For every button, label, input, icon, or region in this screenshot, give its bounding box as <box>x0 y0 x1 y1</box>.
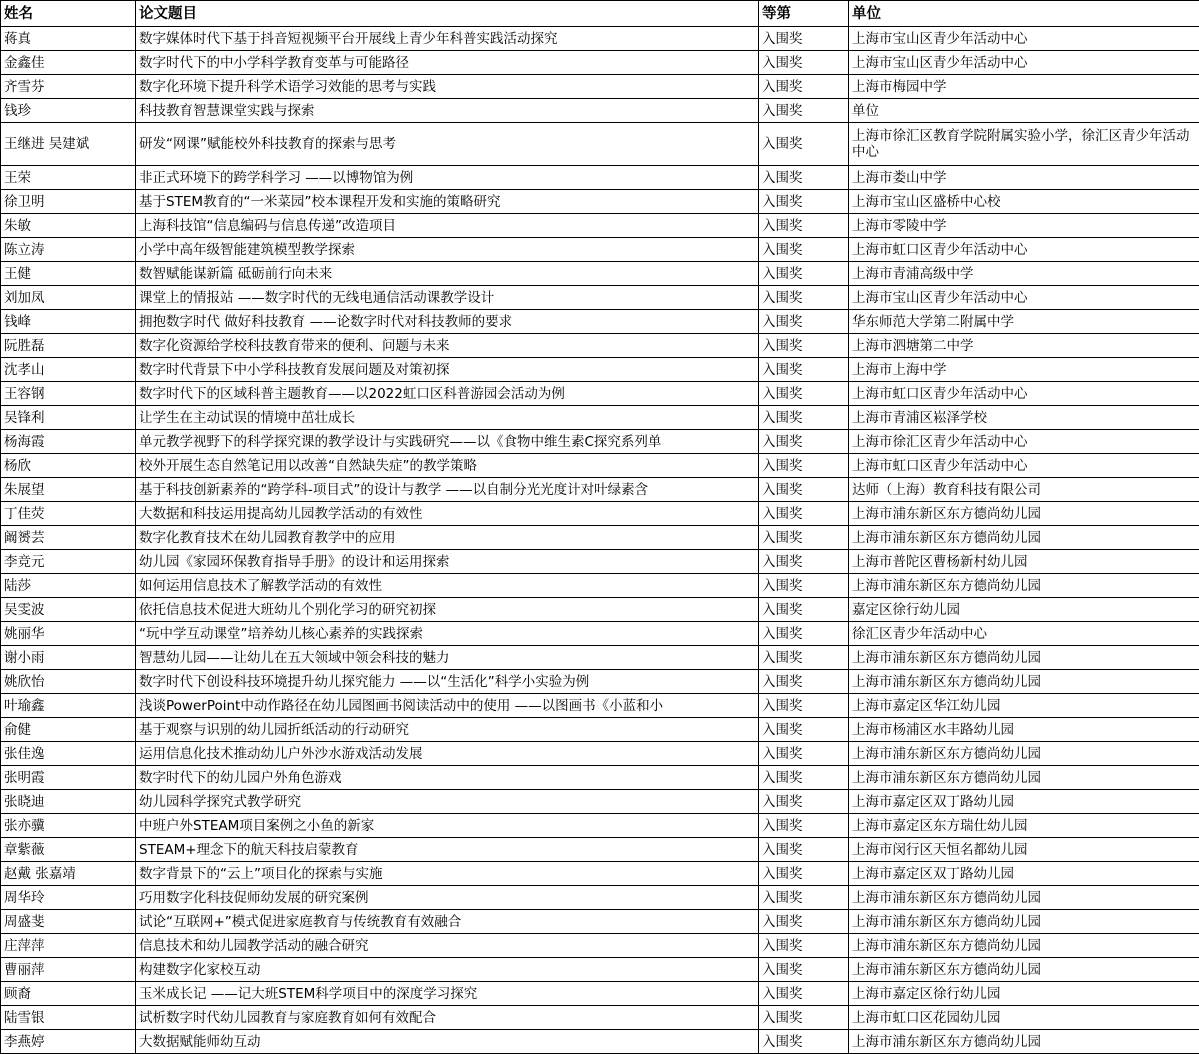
cell-unit: 上海市青浦高级中学 <box>849 262 1199 286</box>
cell-name: 叶瑜鑫 <box>1 694 136 718</box>
cell-title: 上海科技馆“信息编码与信息传递”改造项目 <box>136 214 759 238</box>
cell-name: 沈孝山 <box>1 358 136 382</box>
cell-grade: 入围奖 <box>759 502 849 526</box>
cell-name: 丁佳荧 <box>1 502 136 526</box>
cell-title: 数字时代下的区域科普主题教育——以2022虹口区科普游园会活动为例 <box>136 382 759 406</box>
cell-unit: 上海市浦东新区东方德尚幼儿园 <box>849 646 1199 670</box>
cell-title: 试论“互联网+”模式促进家庭教育与传统教育有效融合 <box>136 910 759 934</box>
cell-name: 阮胜磊 <box>1 334 136 358</box>
cell-grade: 入围奖 <box>759 670 849 694</box>
cell-unit: 上海市嘉定区徐行幼儿园 <box>849 982 1199 1006</box>
table-row <box>1 502 1199 526</box>
table-row <box>1 670 1199 694</box>
cell-grade: 入围奖 <box>759 574 849 598</box>
cell-title: 数字时代下的中小学科学教育变革与可能路径 <box>136 51 759 75</box>
table-row <box>1 718 1199 742</box>
table-row <box>1 526 1199 550</box>
cell-title: 玉米成长记 ——记大班STEM科学项目中的深度学习探究 <box>136 982 759 1006</box>
cell-grade: 入围奖 <box>759 51 849 75</box>
cell-name: 钱珍 <box>1 99 136 123</box>
table-row <box>1 430 1199 454</box>
cell-grade: 入围奖 <box>759 382 849 406</box>
table-row <box>1 238 1199 262</box>
cell-title: 让学生在主动试误的情境中茁壮成长 <box>136 406 759 430</box>
cell-title: 幼儿园科学探究式教学研究 <box>136 790 759 814</box>
table-row <box>1 27 1199 51</box>
cell-name: 曹丽萍 <box>1 958 136 982</box>
cell-unit: 上海市虹口区青少年活动中心 <box>849 238 1199 262</box>
cell-title: 大数据赋能师幼互动 <box>136 1030 759 1054</box>
cell-name: 李燕婷 <box>1 1030 136 1054</box>
cell-title: 数字化环境下提升科学术语学习效能的思考与实践 <box>136 75 759 99</box>
table-row <box>1 694 1199 718</box>
cell-name: 吴锋利 <box>1 406 136 430</box>
cell-unit: 上海市上海中学 <box>849 358 1199 382</box>
table-row <box>1 123 1199 166</box>
cell-unit: 上海市宝山区青少年活动中心 <box>849 27 1199 51</box>
cell-grade: 入围奖 <box>759 598 849 622</box>
cell-grade: 入围奖 <box>759 190 849 214</box>
cell-name: 张亦骥 <box>1 814 136 838</box>
cell-name: 赵戴 张嘉靖 <box>1 862 136 886</box>
cell-name: 张明霞 <box>1 766 136 790</box>
cell-title: 依托信息技术促进大班幼儿个别化学习的研究初探 <box>136 598 759 622</box>
cell-title: 校外开展生态自然笔记用以改善“自然缺失症”的教学策略 <box>136 454 759 478</box>
table-row <box>1 790 1199 814</box>
cell-unit: 上海市娄山中学 <box>849 166 1199 190</box>
cell-name: 朱敏 <box>1 214 136 238</box>
cell-name: 吴雯波 <box>1 598 136 622</box>
cell-title: 幼儿园《家园环保教育指导手册》的设计和运用探索 <box>136 550 759 574</box>
cell-name: 王荣 <box>1 166 136 190</box>
cell-grade: 入围奖 <box>759 958 849 982</box>
cell-title: 信息技术和幼儿园教学活动的融合研究 <box>136 934 759 958</box>
cell-unit: 上海市浦东新区东方德尚幼儿园 <box>849 526 1199 550</box>
cell-unit: 上海市浦东新区东方德尚幼儿园 <box>849 766 1199 790</box>
cell-name: 姚欣怡 <box>1 670 136 694</box>
cell-name: 姚丽华 <box>1 622 136 646</box>
cell-grade: 入围奖 <box>759 286 849 310</box>
table-row <box>1 766 1199 790</box>
cell-grade: 入围奖 <box>759 454 849 478</box>
table-row <box>1 886 1199 910</box>
cell-unit: 上海市浦东新区东方德尚幼儿园 <box>849 1030 1199 1054</box>
header-name: 姓名 <box>1 1 136 27</box>
cell-unit: 上海市青浦区崧泽学校 <box>849 406 1199 430</box>
table-row <box>1 262 1199 286</box>
cell-title: 拥抱数字时代 做好科技教育 ——论数字时代对科技教师的要求 <box>136 310 759 334</box>
table-row <box>1 622 1199 646</box>
cell-grade: 入围奖 <box>759 742 849 766</box>
cell-title: STEAM+理念下的航天科技启蒙教育 <box>136 838 759 862</box>
cell-name: 谢小雨 <box>1 646 136 670</box>
table-row <box>1 382 1199 406</box>
table-row <box>1 838 1199 862</box>
cell-unit: 单位 <box>849 99 1199 123</box>
cell-grade: 入围奖 <box>759 718 849 742</box>
cell-grade: 入围奖 <box>759 75 849 99</box>
cell-title: 课堂上的情报站 ——数字时代的无线电通信活动课教学设计 <box>136 286 759 310</box>
cell-unit: 上海市嘉定区东方瑞仕幼儿园 <box>849 814 1199 838</box>
cell-name: 顾裔 <box>1 982 136 1006</box>
cell-title: 巧用数字化科技促师幼发展的研究案例 <box>136 886 759 910</box>
cell-unit: 上海市嘉定区双丁路幼儿园 <box>849 790 1199 814</box>
cell-grade: 入围奖 <box>759 478 849 502</box>
cell-grade: 入围奖 <box>759 526 849 550</box>
cell-unit: 上海市徐汇区青少年活动中心 <box>849 430 1199 454</box>
cell-title: 研发“网课”赋能校外科技教育的探索与思考 <box>136 123 759 166</box>
cell-unit: 嘉定区徐行幼儿园 <box>849 598 1199 622</box>
cell-name: 王继进 吴建斌 <box>1 123 136 166</box>
table-row <box>1 358 1199 382</box>
cell-name: 张晓迪 <box>1 790 136 814</box>
cell-name: 杨海霞 <box>1 430 136 454</box>
cell-name: 章紫薇 <box>1 838 136 862</box>
table-row <box>1 598 1199 622</box>
cell-title: 小学中高年级智能建筑模型教学探索 <box>136 238 759 262</box>
cell-unit: 上海市嘉定区华江幼儿园 <box>849 694 1199 718</box>
cell-grade: 入围奖 <box>759 982 849 1006</box>
cell-title: 数字时代下创设科技环境提升幼儿探究能力 ——以“生活化”科学小实验为例 <box>136 670 759 694</box>
cell-name: 杨欣 <box>1 454 136 478</box>
cell-grade: 入围奖 <box>759 550 849 574</box>
cell-unit: 华东师范大学第二附属中学 <box>849 310 1199 334</box>
cell-name: 陈立涛 <box>1 238 136 262</box>
cell-grade: 入围奖 <box>759 886 849 910</box>
cell-title: 数字时代背景下中小学科技教育发展问题及对策初探 <box>136 358 759 382</box>
cell-grade: 入围奖 <box>759 1030 849 1054</box>
cell-name: 金鑫佳 <box>1 51 136 75</box>
cell-unit: 上海市杨浦区水丰路幼儿园 <box>849 718 1199 742</box>
table-row <box>1 646 1199 670</box>
cell-unit: 上海市零陵中学 <box>849 214 1199 238</box>
cell-grade: 入围奖 <box>759 862 849 886</box>
table-row <box>1 1006 1199 1030</box>
cell-title: 数字时代下的幼儿园户外角色游戏 <box>136 766 759 790</box>
cell-grade: 入围奖 <box>759 814 849 838</box>
table-row <box>1 454 1199 478</box>
table-row <box>1 742 1199 766</box>
cell-title: 数字化资源给学校科技教育带来的便利、问题与未来 <box>136 334 759 358</box>
cell-grade: 入围奖 <box>759 766 849 790</box>
cell-grade: 入围奖 <box>759 790 849 814</box>
cell-grade: 入围奖 <box>759 99 849 123</box>
cell-grade: 入围奖 <box>759 334 849 358</box>
cell-name: 李竞元 <box>1 550 136 574</box>
cell-unit: 上海市浦东新区东方德尚幼儿园 <box>849 670 1199 694</box>
cell-title: 试析数字时代幼儿园教育与家庭教育如何有效配合 <box>136 1006 759 1030</box>
cell-name: 周华玲 <box>1 886 136 910</box>
header-unit: 单位 <box>849 1 1199 27</box>
cell-title: 运用信息化技术推动幼儿户外沙水游戏活动发展 <box>136 742 759 766</box>
cell-name: 蒋真 <box>1 27 136 51</box>
cell-grade: 入围奖 <box>759 214 849 238</box>
cell-title: 基于STEM教育的“一米菜园”校本课程开发和实施的策略研究 <box>136 190 759 214</box>
table-row <box>1 958 1199 982</box>
cell-grade: 入围奖 <box>759 646 849 670</box>
cell-grade: 入围奖 <box>759 310 849 334</box>
cell-title: 基于科技创新素养的“跨学科-项目式”的设计与教学 ——以自制分光光度计对叶绿素含 <box>136 478 759 502</box>
table-row <box>1 982 1199 1006</box>
cell-title: 智慧幼儿园——让幼儿在五大领域中领会科技的魅力 <box>136 646 759 670</box>
cell-title: “玩中学互动课堂”培养幼儿核心素养的实践探索 <box>136 622 759 646</box>
cell-name: 刘加凤 <box>1 286 136 310</box>
cell-unit: 上海市宝山区青少年活动中心 <box>849 286 1199 310</box>
cell-name: 朱展望 <box>1 478 136 502</box>
cell-title: 单元教学视野下的科学探究课的教学设计与实践研究——以《食物中维生素C探究系列单 <box>136 430 759 454</box>
cell-unit: 上海市嘉定区双丁路幼儿园 <box>849 862 1199 886</box>
table-row <box>1 334 1199 358</box>
cell-name: 徐卫明 <box>1 190 136 214</box>
cell-name: 齐雪芬 <box>1 75 136 99</box>
table-row <box>1 862 1199 886</box>
table-row <box>1 550 1199 574</box>
cell-name: 庄萍萍 <box>1 934 136 958</box>
cell-title: 科技教育智慧课堂实践与探索 <box>136 99 759 123</box>
cell-unit: 上海市虹口区花园幼儿园 <box>849 1006 1199 1030</box>
cell-unit: 上海市虹口区青少年活动中心 <box>849 382 1199 406</box>
cell-unit: 上海市浦东新区东方德尚幼儿园 <box>849 958 1199 982</box>
table-row <box>1 190 1199 214</box>
table-row <box>1 286 1199 310</box>
cell-title: 浅谈PowerPoint中动作路径在幼儿园图画书阅读活动中的使用 ——以图画书《小蓝和小 <box>136 694 759 718</box>
cell-grade: 入围奖 <box>759 934 849 958</box>
cell-unit: 上海市闵行区天恒名都幼儿园 <box>849 838 1199 862</box>
cell-name: 陆莎 <box>1 574 136 598</box>
header-title: 论文题目 <box>136 1 759 27</box>
cell-grade: 入围奖 <box>759 1006 849 1030</box>
cell-unit: 上海市梅园中学 <box>849 75 1199 99</box>
table-row <box>1 51 1199 75</box>
cell-unit: 上海市浦东新区东方德尚幼儿园 <box>849 934 1199 958</box>
cell-grade: 入围奖 <box>759 622 849 646</box>
cell-grade: 入围奖 <box>759 910 849 934</box>
table-row <box>1 166 1199 190</box>
cell-unit: 上海市宝山区青少年活动中心 <box>849 51 1199 75</box>
cell-name: 王容钢 <box>1 382 136 406</box>
cell-unit: 达师（上海）教育科技有限公司 <box>849 478 1199 502</box>
table-row <box>1 814 1199 838</box>
cell-title: 数字背景下的“云上”项目化的探索与实施 <box>136 862 759 886</box>
cell-name: 张佳逸 <box>1 742 136 766</box>
cell-name: 王健 <box>1 262 136 286</box>
cell-title: 如何运用信息技术了解教学活动的有效性 <box>136 574 759 598</box>
cell-title: 非正式环境下的跨学科学习 ——以博物馆为例 <box>136 166 759 190</box>
header-grade: 等第 <box>759 1 849 27</box>
table-row <box>1 478 1199 502</box>
table-row <box>1 310 1199 334</box>
header-row <box>1 1 1199 27</box>
cell-grade: 入围奖 <box>759 838 849 862</box>
cell-title: 中班户外STEAM项目案例之小鱼的新家 <box>136 814 759 838</box>
cell-grade: 入围奖 <box>759 430 849 454</box>
cell-unit: 上海市浦东新区东方德尚幼儿园 <box>849 574 1199 598</box>
table-row <box>1 406 1199 430</box>
table-row <box>1 75 1199 99</box>
table-row <box>1 934 1199 958</box>
cell-title: 数智赋能谋新篇 砥砺前行向未来 <box>136 262 759 286</box>
cell-name: 阚赟芸 <box>1 526 136 550</box>
cell-unit: 上海市宝山区盛桥中心校 <box>849 190 1199 214</box>
table-row <box>1 214 1199 238</box>
cell-unit: 上海市普陀区曹杨新村幼儿园 <box>849 550 1199 574</box>
cell-grade: 入围奖 <box>759 27 849 51</box>
cell-unit: 上海市虹口区青少年活动中心 <box>849 454 1199 478</box>
cell-unit: 徐汇区青少年活动中心 <box>849 622 1199 646</box>
cell-grade: 入围奖 <box>759 406 849 430</box>
cell-grade: 入围奖 <box>759 358 849 382</box>
cell-unit: 上海市浦东新区东方德尚幼儿园 <box>849 742 1199 766</box>
cell-grade: 入围奖 <box>759 238 849 262</box>
table-row <box>1 910 1199 934</box>
cell-title: 数字化教育技术在幼儿园教育教学中的应用 <box>136 526 759 550</box>
cell-unit: 上海市浦东新区东方德尚幼儿园 <box>849 502 1199 526</box>
cell-unit: 上海市泗塘第二中学 <box>849 334 1199 358</box>
cell-unit: 上海市徐汇区教育学院附属实验小学，徐汇区青少年活动中心 <box>849 123 1199 166</box>
table-row <box>1 574 1199 598</box>
cell-title: 大数据和科技运用提高幼儿园教学活动的有效性 <box>136 502 759 526</box>
cell-grade: 入围奖 <box>759 166 849 190</box>
cell-name: 周盛斐 <box>1 910 136 934</box>
cell-title: 构建数字化家校互动 <box>136 958 759 982</box>
cell-grade: 入围奖 <box>759 262 849 286</box>
cell-grade: 入围奖 <box>759 694 849 718</box>
cell-unit: 上海市浦东新区东方德尚幼儿园 <box>849 910 1199 934</box>
cell-name: 陆雪银 <box>1 1006 136 1030</box>
cell-unit: 上海市浦东新区东方德尚幼儿园 <box>849 886 1199 910</box>
cell-name: 俞健 <box>1 718 136 742</box>
cell-title: 基于观察与识别的幼儿园折纸活动的行动研究 <box>136 718 759 742</box>
table-row <box>1 1030 1199 1054</box>
cell-name: 钱峰 <box>1 310 136 334</box>
table-row <box>1 99 1199 123</box>
cell-grade: 入围奖 <box>759 123 849 166</box>
cell-title: 数字媒体时代下基于抖音短视频平台开展线上青少年科普实践活动探究 <box>136 27 759 51</box>
